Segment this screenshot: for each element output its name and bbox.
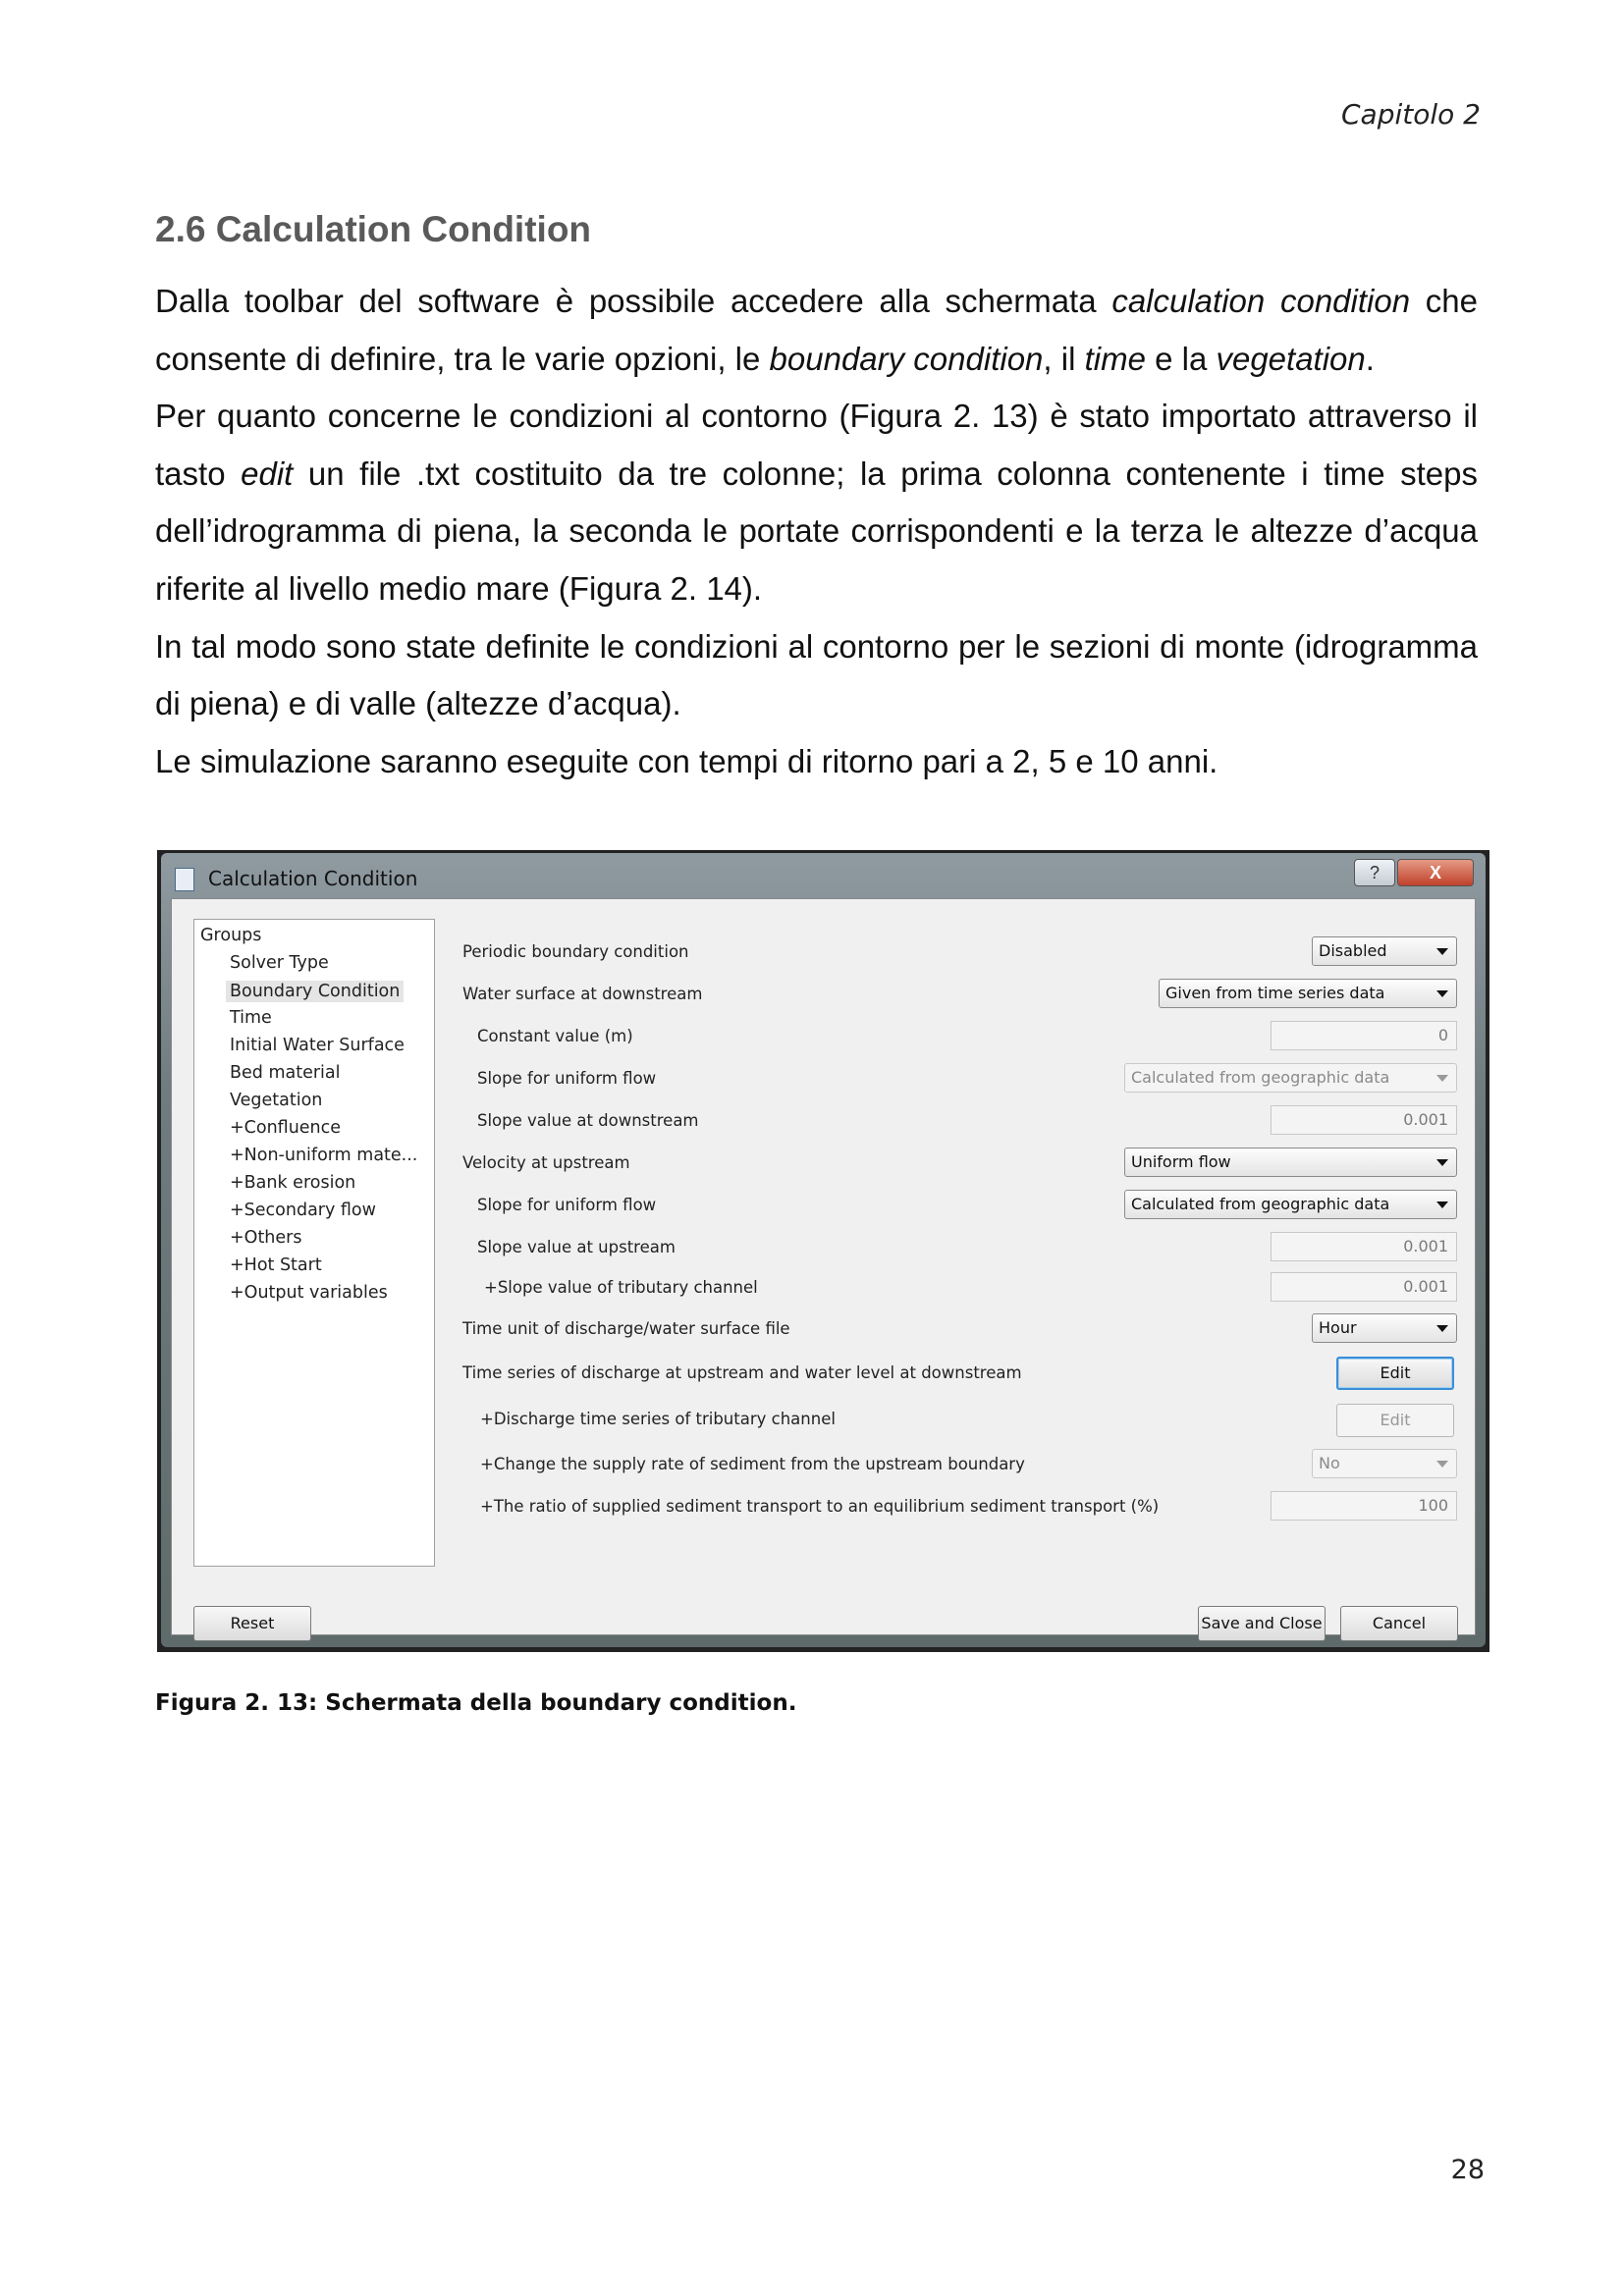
slope-value-downstream-label: Slope value at downstream xyxy=(477,1111,699,1130)
p1-text-a: Dalla toolbar del software è possibile accedere alla schermata xyxy=(155,283,1112,319)
dialog-titlebar xyxy=(161,853,1486,896)
time-series-label: Time series of discharge at upstream and water level at downstream xyxy=(462,1363,1022,1382)
slope-tributary-label: +Slope value of tributary channel xyxy=(484,1278,758,1297)
p1-text-c: che consente di definire, tra le varie opzioni, le xyxy=(155,283,1478,377)
calculation-condition-dialog xyxy=(161,853,1486,1647)
p1-text-g: e la xyxy=(1145,340,1217,377)
p1-italic-time: time xyxy=(1084,340,1146,377)
group-item[interactable]: +Bank erosion xyxy=(230,1173,356,1193)
group-item[interactable]: +Non-uniform mate... xyxy=(230,1146,418,1165)
chevron-down-icon xyxy=(1436,1461,1448,1468)
p1-italic-boundary-condition: boundary condition xyxy=(769,340,1044,377)
page-number: 28 xyxy=(1450,2155,1485,2185)
chevron-down-icon xyxy=(1436,990,1448,997)
water-surface-downstream-value: Given from time series data xyxy=(1165,984,1385,1002)
chevron-down-icon xyxy=(1436,1201,1448,1208)
water-surface-downstream-select[interactable] xyxy=(1159,979,1457,1008)
chevron-down-icon xyxy=(1436,1325,1448,1332)
figure-caption: Figura 2. 13: Schermata della boundary condition. xyxy=(155,1690,797,1716)
reset-button[interactable]: Reset xyxy=(193,1606,311,1641)
sediment-ratio-field[interactable]: 100 xyxy=(1271,1491,1457,1521)
group-item[interactable]: Time xyxy=(230,1008,272,1028)
velocity-upstream-value: Uniform flow xyxy=(1131,1152,1231,1171)
groups-list xyxy=(193,919,435,1567)
chevron-down-icon xyxy=(1436,1075,1448,1082)
chevron-down-icon xyxy=(1436,1159,1448,1166)
time-unit-select[interactable] xyxy=(1312,1313,1457,1343)
group-item[interactable]: Initial Water Surface xyxy=(230,1036,405,1055)
figure-screenshot xyxy=(157,850,1489,1652)
time-unit-label: Time unit of discharge/water surface file xyxy=(462,1319,790,1338)
slope-tributary-field[interactable]: 0.001 xyxy=(1271,1272,1457,1302)
group-item[interactable]: Vegetation xyxy=(230,1091,323,1110)
p1-text-i: . xyxy=(1365,340,1375,377)
water-surface-downstream-label: Water surface at downstream xyxy=(462,985,703,1003)
group-item[interactable]: +Hot Start xyxy=(230,1255,322,1275)
slope-uniform-flow-downstream-value: Calculated from geographic data xyxy=(1131,1068,1390,1087)
periodic-boundary-value: Disabled xyxy=(1319,941,1387,960)
slope-value-upstream-field[interactable]: 0.001 xyxy=(1271,1232,1457,1261)
periodic-boundary-label: Periodic boundary condition xyxy=(462,942,689,961)
chevron-down-icon xyxy=(1436,948,1448,955)
time-series-edit-button[interactable]: Edit xyxy=(1336,1357,1454,1390)
chapter-header: Capitolo 2 xyxy=(1341,98,1481,131)
dialog-client-area xyxy=(171,898,1476,1635)
group-item[interactable]: Bed material xyxy=(230,1063,341,1083)
group-item-selected[interactable]: Boundary Condition xyxy=(226,981,404,1002)
group-item[interactable]: +Confluence xyxy=(230,1118,342,1138)
sediment-supply-value: No xyxy=(1319,1454,1340,1472)
group-item[interactable]: +Others xyxy=(230,1228,302,1248)
app-icon xyxy=(175,868,194,891)
groups-header: Groups xyxy=(200,926,262,945)
p1-text-e: , il xyxy=(1043,340,1085,377)
body-text xyxy=(155,273,1478,790)
sediment-ratio-label: +The ratio of supplied sediment transport to an equilibrium sediment transport (%) xyxy=(480,1497,1160,1516)
slope-uniform-flow-downstream-label: Slope for uniform flow xyxy=(477,1069,657,1088)
cancel-button[interactable]: Cancel xyxy=(1340,1606,1458,1641)
sediment-supply-label: +Change the supply rate of sediment from the upstream boundary xyxy=(480,1455,1025,1473)
slope-uniform-flow-upstream-label: Slope for uniform flow xyxy=(477,1196,657,1214)
slope-uniform-flow-upstream-value: Calculated from geographic data xyxy=(1131,1195,1390,1213)
time-unit-value: Hour xyxy=(1319,1318,1357,1337)
save-and-close-button[interactable]: Save and Close xyxy=(1198,1606,1326,1641)
slope-value-downstream-field[interactable]: 0.001 xyxy=(1271,1105,1457,1135)
paragraph-1 xyxy=(155,273,1478,388)
paragraph-2 xyxy=(155,388,1478,617)
paragraph-3: In tal modo sono state definite le condizioni al contorno per le sezioni di monte (idrogramma di piena) e di valle (altezze d’acqua). xyxy=(155,627,1478,722)
slope-uniform-flow-downstream-select[interactable] xyxy=(1124,1063,1457,1093)
constant-value-field[interactable]: 0 xyxy=(1271,1021,1457,1050)
p2-text-a: Per quanto concerne le condizioni al contorno (Figura 2. 13) è stato importato attraverso il tasto xyxy=(155,398,1478,492)
group-item[interactable]: +Secondary flow xyxy=(230,1201,376,1220)
p2-text-c: un file .txt costituito da tre colonne; la prima colonna contenente i time steps dell’idrogramma di piena, la seconda le portate corrispondenti e la terza le altezze d’acqua riferite al livello medio mare (Figura 2. 14). xyxy=(155,454,1478,607)
p1-italic-vegetation: vegetation xyxy=(1216,340,1366,377)
tributary-discharge-edit-button[interactable]: Edit xyxy=(1336,1404,1454,1437)
velocity-upstream-select[interactable] xyxy=(1124,1148,1457,1177)
help-button[interactable]: ? xyxy=(1354,859,1395,886)
tributary-discharge-label: +Discharge time series of tributary channel xyxy=(480,1410,836,1428)
velocity-upstream-label: Velocity at upstream xyxy=(462,1153,630,1172)
p1-italic-calculation-condition: calculation condition xyxy=(1111,283,1411,319)
slope-uniform-flow-upstream-select[interactable] xyxy=(1124,1190,1457,1219)
sediment-supply-select[interactable] xyxy=(1312,1449,1457,1478)
slope-value-upstream-label: Slope value at upstream xyxy=(477,1238,676,1256)
group-item[interactable]: +Output variables xyxy=(230,1283,388,1303)
constant-value-label: Constant value (m) xyxy=(477,1027,633,1045)
p2-italic-edit: edit xyxy=(241,454,294,492)
group-item[interactable]: Solver Type xyxy=(230,953,329,973)
periodic-boundary-select[interactable] xyxy=(1312,936,1457,966)
section-title: 2.6 Calculation Condition xyxy=(155,209,592,249)
dialog-title: Calculation Condition xyxy=(208,867,418,890)
paragraph-4: Le simulazione saranno eseguite con tempi di ritorno pari a 2, 5 e 10 anni. xyxy=(155,742,1218,779)
close-button[interactable]: X xyxy=(1397,859,1474,886)
